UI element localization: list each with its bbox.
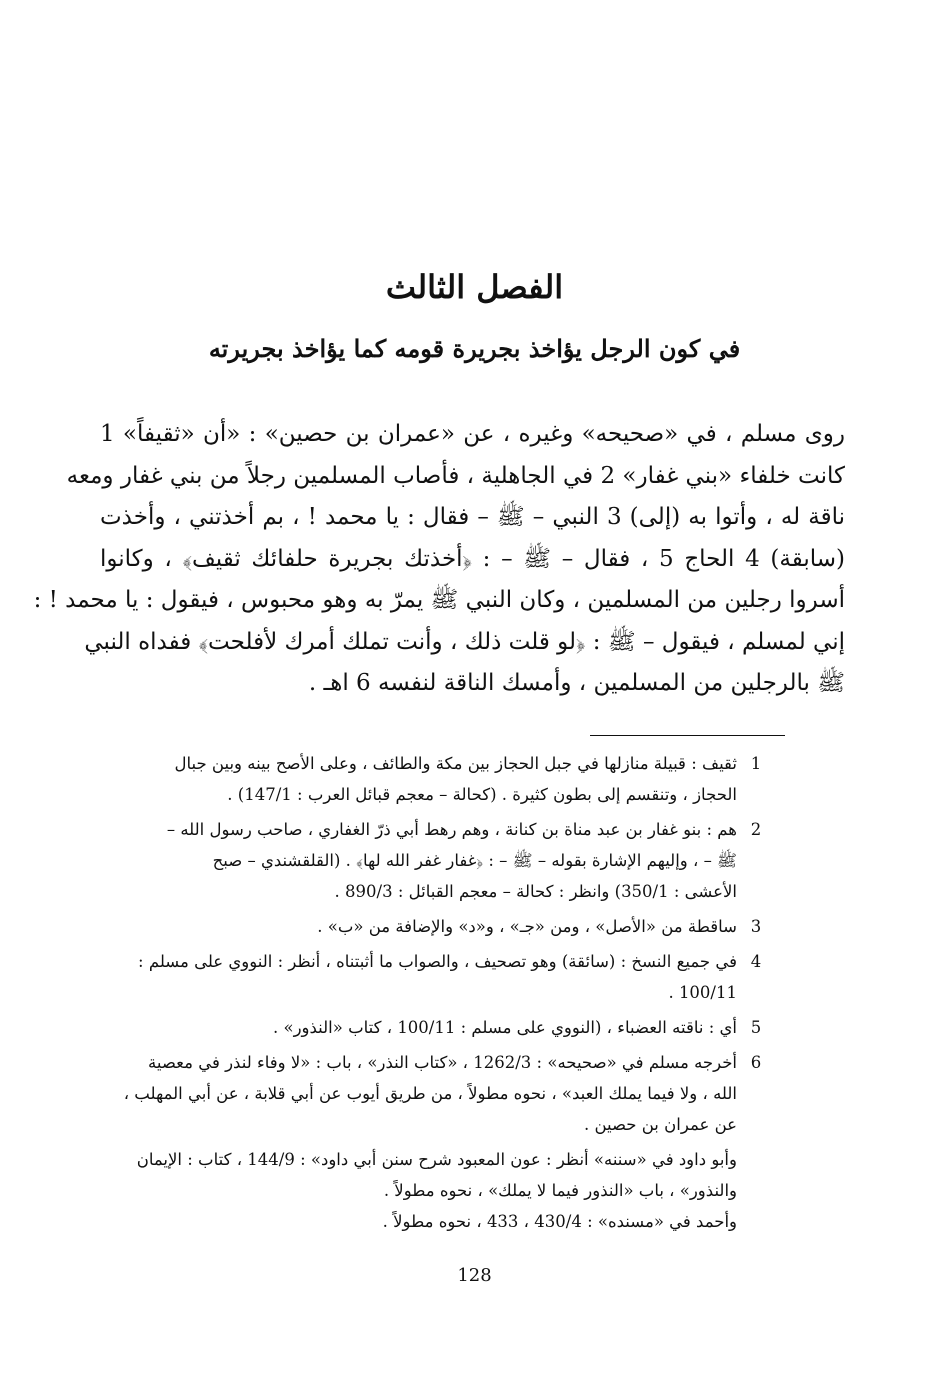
body-line: أسروا رجلين من المسلمين ، وكان النبي ﷺ يمرّ به وهو محبوس ، فيقول : يا محمد ! : <box>33 587 845 613</box>
footnotes <box>105 748 775 1237</box>
body-line: إني لمسلم ، فيقول – ﷺ : ﴿لو قلت ذلك ، وأنت تملك أمرك لأفلحت﴾ ففداه النبي <box>84 628 845 655</box>
footnote-number: 2 <box>750 820 762 839</box>
footnote-line: أخرجه مسلم في «صحيحه» : 1262/3 ، «كتاب النذر» ، باب : «لا وفاء لنذر في معصية <box>148 1053 737 1072</box>
footnote <box>105 946 775 1008</box>
footnote <box>105 814 775 907</box>
footnote <box>105 1047 775 1140</box>
footnote-line: ﷺ – ، وإليهم الإشارة بقوله – ﷺ – : ﴿غفار غفر الله لها﴾ . (القلقشندي – صبح <box>212 851 737 870</box>
main-text <box>33 414 846 705</box>
body-line: روى مسلم ، في «صحيحه» وغيره ، عن «عمران بن حصين» : «أن «ثقيفاً» 1 <box>100 421 845 447</box>
body-line: ﷺ بالرجلين من المسلمين ، وأمسك الناقة لنفسه 6 اهـ . <box>308 670 845 696</box>
body-line: (سابقة) 4 الحاج 5 ، فقال – ﷺ – : ﴿أخذتك بجريرة حلفائك ثقيف﴾ ، وكانوا <box>100 545 846 572</box>
footnote-divider <box>590 735 785 736</box>
footnote-number: 1 <box>750 754 762 773</box>
footnote-number: 3 <box>750 917 762 936</box>
footnote-number: 5 <box>750 1018 762 1037</box>
footnote-line: ثقيف : قبيلة منازلها في جبل الحجاز بين مكة والطائف ، وعلى الأصح بينه وبين جبال <box>174 754 737 773</box>
footnote <box>105 1012 775 1043</box>
footnote-line: أي : ناقته العضباء ، (النووي على مسلم : 100/11 ، كتاب «النذور» . <box>272 1018 737 1037</box>
footnote-line: والنذور» ، باب «النذور فيما لا يملك» ، نحوه مطولاً . <box>383 1181 737 1200</box>
footnote-line: وأحمد في «مسنده» : 430/4 ، 433 ، نحوه مطولاً . <box>382 1212 737 1231</box>
page-number: 128 <box>457 1265 492 1286</box>
footnote-line: عن عمران بن حصين . <box>583 1115 737 1134</box>
chapter-subtitle: في كون الرجل يؤاخذ بجريرة قومه كما يؤاخذ بجريرته <box>208 334 741 363</box>
body-line: ناقة له ، وأتوا به (إلى) 3 النبي – ﷺ – فقال : يا محمد ! ، بم أخذتني ، وأخذت <box>100 504 846 530</box>
footnote-line: هم : بنو غفار بن عبد مناة بن كنانة ، وهم رهط أبي ذرّ الغفاري ، صاحب رسول الله – <box>166 820 737 839</box>
body-line: كانت خلفاء «بني غفار» 2 في الجاهلية ، فأصاب المسلمين رجلاً من بني غفار ومعه <box>66 462 845 489</box>
footnote-number: 4 <box>750 952 762 971</box>
footnote-line: في جميع النسخ : (سائقة) وهو تصحيف ، والصواب ما أثبتناه ، أنظر : النووي على مسلم : <box>138 952 737 971</box>
footnote <box>105 748 775 810</box>
footnote-number: 6 <box>750 1053 762 1072</box>
footnote-continuation <box>105 1144 775 1237</box>
footnote-line: الحجاز ، وتنقسم إلى بطون كثيرة . (كحالة – معجم قبائل العرب : 147/1) . <box>227 785 737 804</box>
footnote-line: 100/11 . <box>668 983 737 1002</box>
footnote-line: ساقطة من «الأصل» ، ومن «جـ» ، و«د» والإضافة من «ب» . <box>317 917 737 936</box>
chapter-title: الفصل الثالث <box>385 268 564 306</box>
footnote-line: وأبو داود في «سننه» أنظر : عون المعبود شرح سنن أبي داود» : 144/9 ، كتاب : الإيمان <box>136 1150 737 1169</box>
footnote <box>105 911 775 942</box>
footnote-line: الله ، ولا فيما يملك العبد» ، نحوه مطولاً ، من طريق أيوب عن أبي قلابة ، عن أبي المهلب ، <box>123 1084 737 1103</box>
footnote-line: الأعشى : 350/1) وانظر : كحالة – معجم القبائل : 890/3 . <box>334 882 737 901</box>
